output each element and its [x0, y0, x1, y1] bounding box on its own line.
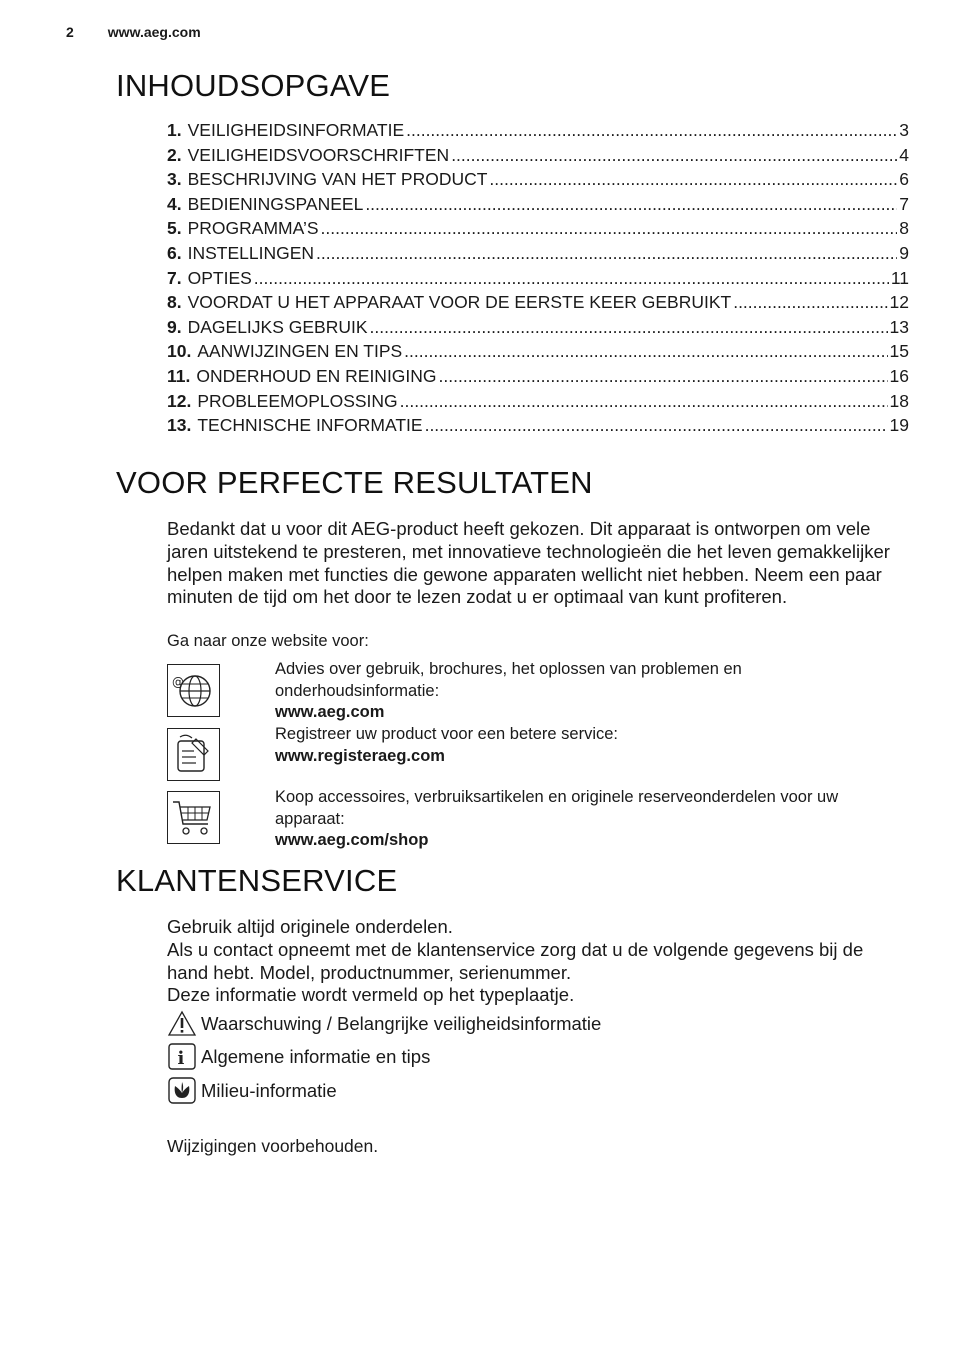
toc-item-title: VEILIGHEIDSINFORMATIE [187, 120, 405, 140]
header-website: www.aeg.com [107, 24, 201, 40]
toc-item-title: PROBLEEMOPLOSSING [197, 390, 398, 411]
toc-item-page: 9 [899, 242, 909, 263]
toc-leader-dots [425, 415, 888, 436]
environment-icon [167, 1077, 197, 1105]
warning-icon [167, 1010, 197, 1037]
toc-item-title: VEILIGHEIDSVOORSCHRIFTEN [187, 144, 450, 165]
toc-leader-dots [321, 218, 898, 239]
toc-item-page: 18 [889, 390, 909, 411]
page-number: 2 [66, 24, 74, 40]
toc-item[interactable] [167, 292, 909, 317]
toc-item-number: 5. [167, 218, 182, 239]
info-icon [167, 1043, 197, 1071]
toc-leader-dots [406, 120, 897, 141]
toc-item-number: 8. [167, 292, 182, 313]
register-website-link[interactable]: www.registeraeg.com [275, 746, 445, 765]
aeg-website-link[interactable]: www.aeg.com [275, 703, 385, 721]
toc-item[interactable] [167, 194, 909, 219]
toc-item-number: 9. [167, 316, 182, 337]
shop-text: Koop accessoires, verbruiksartikelen en originele reserveonderdelen voor uw apparaat: [275, 788, 839, 828]
advice-text: Advies over gebruik, brochures, het oplossen van problemen en onderhoudsinformatie: [275, 660, 742, 700]
toc-leader-dots [439, 366, 888, 387]
toc-item-page: 13 [889, 316, 909, 337]
toc-item[interactable] [167, 268, 909, 293]
toc-item[interactable] [167, 415, 909, 440]
toc-item-title: DAGELIJKS GEBRUIK [187, 316, 368, 337]
toc-leader-dots [733, 292, 887, 313]
toc-item[interactable] [167, 366, 909, 391]
toc-item[interactable] [167, 391, 909, 416]
table-of-contents [167, 120, 909, 440]
toc-leader-dots [404, 341, 887, 362]
globe-icon [167, 664, 220, 717]
symbol-warning [167, 1010, 601, 1037]
toc-item-page: 19 [889, 415, 909, 436]
symbol-info [167, 1043, 430, 1071]
results-heading: VOOR PERFECTE RESULTATEN [116, 465, 593, 500]
intro-paragraph: Bedankt dat u voor dit AEG-product heeft gekozen. Dit apparaat is ontworpen om vele jaren uitstekend te presteren, met innovatieve technologieën die het leven gemakkelijker helpen maken met functies die gewone apparaten wellicht niet hebben. Neem een paar minuten de tijd om het door te lezen zodat u er optimaal van kunt profiteren. [167, 518, 890, 608]
toc-leader-dots [365, 194, 897, 215]
page-header [66, 24, 201, 40]
toc-item-number: 4. [167, 193, 182, 214]
toc-item-page: 16 [889, 365, 909, 386]
toc-leader-dots [451, 145, 897, 166]
footer-note: Wijzigingen voorbehouden. [167, 1136, 379, 1156]
toc-leader-dots [316, 243, 897, 264]
register-text: Registreer uw product voor een betere service: [275, 725, 619, 743]
toc-item[interactable] [167, 120, 909, 145]
toc-heading: INHOUDSOPGAVE [116, 68, 391, 103]
svg-text:@: @ [172, 675, 184, 689]
toc-item[interactable] [167, 145, 909, 170]
toc-item-number: 13. [167, 415, 192, 436]
toc-item-title: AANWIJZINGEN EN TIPS [197, 341, 403, 362]
info-text: Algemene informatie en tips [201, 1046, 431, 1067]
service-heading: KLANTENSERVICE [116, 863, 398, 898]
toc-item-number: 12. [167, 390, 192, 411]
toc-leader-dots [489, 169, 897, 190]
toc-item-title: PROGRAMMA’S [187, 218, 319, 239]
service-paragraph [167, 916, 907, 1007]
toc-item-page: 12 [889, 292, 909, 313]
toc-leader-dots [400, 391, 888, 412]
service-line: Deze informatie wordt vermeld op het typeplaatje. [167, 984, 575, 1006]
toc-item-number: 2. [167, 144, 182, 165]
toc-leader-dots [254, 268, 889, 289]
toc-item-title: BESCHRIJVING VAN HET PRODUCT [187, 169, 488, 190]
toc-item-number: 3. [167, 169, 182, 190]
toc-item-number: 7. [167, 267, 182, 288]
toc-item-number: 6. [167, 242, 182, 263]
toc-item-page: 11 [890, 267, 909, 288]
toc-item-page: 15 [889, 341, 909, 362]
toc-item[interactable] [167, 317, 909, 342]
toc-item-page: 7 [899, 193, 909, 214]
toc-item-title: BEDIENINGSPANEEL [187, 193, 364, 214]
toc-item-title: TECHNISCHE INFORMATIE [197, 415, 423, 436]
toc-item-page: 8 [899, 218, 909, 239]
toc-item-title: OPTIES [187, 267, 252, 288]
toc-item-page: 6 [899, 169, 909, 190]
register-icon [167, 728, 220, 781]
toc-item-title: ONDERHOUD EN REINIGING [196, 365, 437, 386]
environment-text: Milieu-informatie [201, 1080, 337, 1101]
shop-website-link[interactable]: www.aeg.com/shop [275, 831, 429, 849]
service-line: Als u contact opneemt met de klantenservice zorg dat u de volgende gegevens bij de hand hebt. Model, productnummer, serienummer. [167, 938, 864, 983]
toc-leader-dots [370, 317, 888, 338]
toc-item-title: VOORDAT U HET APPARAAT VOOR DE EERSTE KEER GEBRUIKT [187, 292, 732, 313]
warning-text: Waarschuwing / Belangrijke veiligheidsinformatie [201, 1012, 602, 1034]
toc-item-page: 3 [899, 120, 909, 140]
toc-item-number: 11. [167, 365, 191, 386]
toc-item-number: 10. [167, 341, 192, 362]
toc-item[interactable] [167, 169, 909, 194]
toc-item-number: 1. [167, 120, 182, 140]
toc-item-page: 4 [899, 144, 909, 165]
website-subheading: Ga naar onze website voor: [167, 632, 369, 650]
toc-item[interactable] [167, 243, 909, 268]
service-line: Gebruik altijd originele onderdelen. [167, 916, 453, 937]
toc-item[interactable] [167, 218, 909, 243]
symbol-environment [167, 1077, 337, 1105]
toc-item[interactable] [167, 341, 909, 366]
toc-item-title: INSTELLINGEN [187, 242, 315, 263]
svg-text:i: i [177, 1048, 185, 1069]
shopping-cart-icon [167, 791, 220, 844]
